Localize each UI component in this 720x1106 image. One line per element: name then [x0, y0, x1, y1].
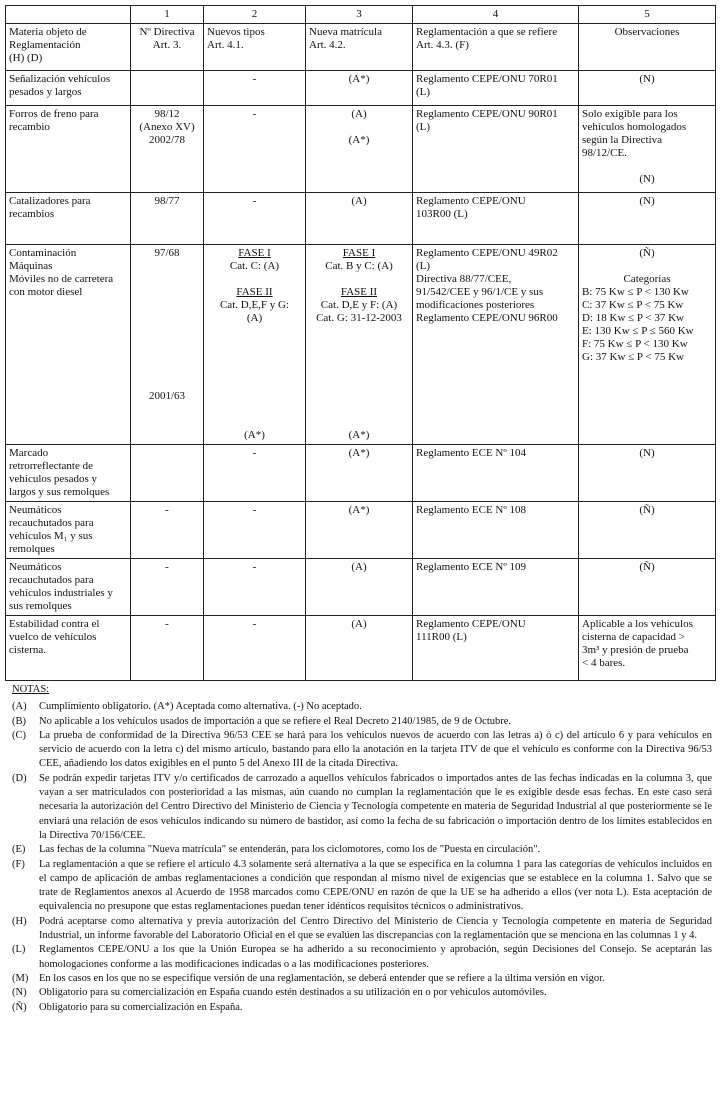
observaciones-line: 98/12/CE. — [582, 147, 627, 159]
column-number-cell: 2 — [204, 6, 306, 24]
materia-cell — [6, 106, 131, 193]
fase-heading: FASE I — [342, 247, 376, 259]
materia-line: Señalización vehículos — [9, 73, 111, 85]
column-header-line: Art. 3. — [152, 39, 182, 51]
observaciones-cell — [579, 193, 716, 245]
observaciones-line: (Ñ) — [639, 561, 655, 573]
nuevos-tipos-cell — [204, 445, 306, 502]
reglamentacion-line: Directiva 88/77/CEE, — [416, 273, 512, 285]
reglamentacion-line: Reglamento CEPE/ONU 49R02 — [416, 247, 558, 259]
column-number-cell: 1 — [131, 6, 204, 24]
spacer — [309, 416, 409, 429]
obs-line: (Ñ) — [639, 247, 655, 259]
fase-text: (A) — [246, 312, 263, 324]
nuevos-tipos-line: - — [252, 561, 257, 573]
materia-line: Marcado — [9, 447, 49, 459]
obs-cat-line: C: 37 Kw ≤ P < 75 Kw — [582, 299, 684, 311]
materia-line: largos y sus remolques — [9, 486, 110, 498]
note-text: No aplicable a los vehículos usados de importación a que se refiere el Real Decreto 2140/1985, de 9 de Octubre. — [39, 715, 512, 727]
materia-line: pesados y largos — [9, 86, 82, 98]
directiva-line: 97/68 — [154, 247, 180, 259]
observaciones-line: Solo exigible para los — [582, 108, 678, 120]
reglamentacion-cell — [413, 245, 579, 445]
column-number-row — [6, 6, 716, 24]
observaciones-cell — [579, 616, 716, 681]
column-header-line: Reglamentación a que se refiere — [416, 26, 558, 38]
reglamentacion-cell — [413, 445, 579, 502]
column-header-line: Art. 4.1. — [207, 39, 244, 51]
spacer — [134, 260, 200, 273]
observaciones-line: según la Directiva — [582, 134, 663, 146]
note-item — [12, 858, 712, 915]
reglamentacion-line: 91/542/CEE y 96/1/CE y sus — [416, 286, 544, 298]
nueva-matricula-cell — [306, 193, 413, 245]
note-text: Podrá aceptarse como alternativa y previa autorización del Centro Directivo del Ministerio de Ciencia y Tecnología competente en materia de Seguridad Industrial, un informe favorable del Laboratorio Oficial en el que se evalúen las discrepancias con la reglamentación que se menciona en las columnas 1 y 4. — [39, 915, 712, 942]
reglamentacion-line: Reglamento CEPE/ONU — [416, 618, 526, 630]
fase-text: Cat. B y C: (A) — [325, 260, 393, 272]
fase-heading: FASE II — [340, 286, 378, 298]
materia-cell — [6, 445, 131, 502]
notes-title: NOTAS: — [12, 684, 50, 695]
nueva-matricula-cell — [306, 616, 413, 681]
materia-cell — [6, 502, 131, 559]
obs-cat-line: F: 75 Kw ≤ P < 130 Kw — [582, 338, 688, 350]
spacer — [134, 312, 200, 325]
note-label: (E) — [12, 844, 26, 856]
note-label: (B) — [12, 715, 26, 727]
materia-line: Móviles no de carretera — [9, 273, 114, 285]
reglamentacion-line: Reglamento ECE Nº 108 — [416, 504, 527, 516]
directiva-cell — [131, 502, 204, 559]
spacer — [134, 338, 200, 351]
column-header-cell — [204, 24, 306, 71]
materia-line: recauchutados para — [9, 574, 94, 586]
note-text: La reglamentación a que se refiere el artículo 4.3 solamente será alternativa a la que se especifica en la columna 1 para las categorías de vehículos incluidos en el campo de aplicación de ambas reglamentaciones a condición que respondan al mismo nivel de exigencias que se establece en la columna 1. Salvo que se trate de Reglamentos anexos al Acuerdo de 1958 marcados como CEPE/ONU en razón de que la UE se ha adherido a ellos (ver nota L). Esta aceptación de equivalencia no presupone que estas reglamentaciones puedan tener idénticos requisitos técnicos o administrativos. — [39, 858, 712, 913]
observaciones-cell — [579, 445, 716, 502]
nueva-matricula-cell — [306, 502, 413, 559]
nuevos-tipos-line: - — [252, 195, 257, 207]
table-row — [6, 245, 716, 445]
observaciones-cell — [579, 245, 716, 445]
column-number-cell: 5 — [579, 6, 716, 24]
table-row — [6, 502, 716, 559]
table-row — [6, 193, 716, 245]
fase-bottom: (A*) — [244, 429, 265, 441]
spacer — [207, 390, 302, 403]
reglamentacion-cell — [413, 193, 579, 245]
observaciones-cell — [579, 502, 716, 559]
observaciones-line: (N) — [639, 73, 655, 85]
note-text: En los casos en los que no se especifique versión de una reglamentación, se deberá entender que se refiere a la última versión en vigor. — [39, 972, 605, 984]
materia-line: Máquinas — [9, 260, 53, 272]
spacer — [309, 390, 409, 403]
observaciones-line: (N) — [639, 173, 655, 185]
directiva-cell — [131, 616, 204, 681]
materia-cell — [6, 71, 131, 106]
spacer — [207, 273, 302, 286]
notes-list — [12, 700, 712, 1015]
reglamentacion-line: 103R00 (L) — [416, 208, 468, 220]
observaciones-line — [582, 160, 712, 173]
materia-line: vehículos pesados y — [9, 473, 97, 485]
fase-heading: FASE II — [236, 286, 273, 298]
column-number-cell: 3 — [306, 6, 413, 24]
column-number-cell — [6, 6, 131, 24]
spacer — [134, 364, 200, 377]
note-label: (C) — [12, 729, 26, 741]
nueva-matricula-cell — [306, 445, 413, 502]
directiva-line: - — [165, 618, 169, 630]
fase-heading: FASE I — [238, 247, 271, 259]
spacer — [134, 351, 200, 364]
note-item — [12, 772, 712, 843]
note-item — [12, 843, 712, 857]
materia-line: Catalizadores para — [9, 195, 91, 207]
spacer — [134, 299, 200, 312]
directiva-cell — [131, 245, 204, 445]
note-text: Obligatorio para su comercialización en España. — [39, 1001, 243, 1013]
nueva-matricula-cell — [306, 559, 413, 616]
nueva-matricula-line: (A*) — [348, 134, 370, 146]
column-header-line: Materia objeto de — [9, 26, 87, 38]
spacer — [207, 325, 302, 338]
spacer — [134, 325, 200, 338]
reglamentacion-cell — [413, 616, 579, 681]
table-row — [6, 445, 716, 502]
obs-cat-title: Categorías — [623, 273, 671, 285]
nuevos-tipos-line: - — [252, 618, 257, 630]
spacer — [582, 260, 712, 273]
observaciones-cell — [579, 559, 716, 616]
reglamentacion-cell — [413, 71, 579, 106]
directiva-line: 98/77 — [154, 195, 180, 207]
spacer — [309, 377, 409, 390]
spacer — [207, 403, 302, 416]
table-row — [6, 559, 716, 616]
obs-cat-line: E: 130 Kw ≤ P ≤ 560 Kw — [582, 325, 694, 337]
obs-cat-line: D: 18 Kw ≤ P < 37 Kw — [582, 312, 684, 324]
nueva-matricula-line: (A*) — [348, 504, 370, 516]
reglamentacion-line: Reglamento CEPE/ONU 96R00 — [416, 312, 558, 324]
spacer — [309, 403, 409, 416]
note-item — [12, 715, 712, 729]
spacer — [207, 338, 302, 351]
materia-line: Forros de freno para — [9, 108, 99, 120]
nueva-matricula-line: (A) — [351, 618, 367, 630]
materia-line: Estabilidad contra el — [9, 618, 100, 630]
spacer — [309, 364, 409, 377]
reglamentacion-line: modificaciones posteriores — [416, 299, 535, 311]
column-header-row — [6, 24, 716, 71]
reglamentacion-line: (L) — [416, 260, 431, 272]
reglamentacion-cell — [413, 106, 579, 193]
directiva-line: (Anexo XV) — [139, 121, 195, 133]
observaciones-cell — [579, 106, 716, 193]
observaciones-line: (Ñ) — [639, 504, 655, 516]
reglamentacion-line: Reglamento ECE Nº 109 — [416, 561, 527, 573]
nueva-matricula-line: (A) — [351, 195, 367, 207]
spacer — [207, 364, 302, 377]
note-label: (Ñ) — [12, 1001, 27, 1013]
materia-cell — [6, 559, 131, 616]
fase-text: Cat. D,E y F: (A) — [320, 299, 398, 311]
observaciones-line: (N) — [639, 447, 655, 459]
reglamentacion-line: (L) — [416, 121, 431, 133]
directiva-cell — [131, 559, 204, 616]
directiva-line: 98/12 — [154, 108, 180, 120]
observaciones-line: Aplicable a los vehículos — [582, 618, 693, 630]
column-header-line: Observaciones — [614, 26, 680, 38]
materia-cell — [6, 616, 131, 681]
note-item — [12, 700, 712, 714]
materia-line: recambios — [9, 208, 55, 220]
note-label: (M) — [12, 972, 29, 984]
table-row — [6, 71, 716, 106]
note-label: (A) — [12, 701, 27, 713]
spacer — [207, 351, 302, 364]
regulation-table — [5, 5, 716, 681]
spacer — [207, 416, 302, 429]
note-item — [12, 986, 712, 1000]
materia-line: Neumáticos — [9, 504, 62, 516]
nuevos-tipos-cell — [204, 559, 306, 616]
note-item — [12, 729, 712, 772]
reglamentacion-line: Reglamento ECE Nº 104 — [416, 447, 527, 459]
column-header-cell — [306, 24, 413, 71]
materia-line: recauchutados para — [9, 517, 94, 529]
note-label: (N) — [12, 987, 27, 999]
spacer — [309, 338, 409, 351]
column-header-line: (H) (D) — [9, 52, 43, 64]
nueva-matricula-cell — [306, 245, 413, 445]
nueva-matricula-line: (A*) — [348, 73, 370, 85]
reglamentacion-cell — [413, 559, 579, 616]
table-row — [6, 616, 716, 681]
nueva-matricula-line: (A) — [351, 561, 367, 573]
spacer — [134, 377, 200, 390]
fase-text: Cat. D,E,F y G: — [219, 299, 290, 311]
spacer — [309, 273, 409, 286]
nuevos-tipos-cell — [204, 616, 306, 681]
column-header-cell — [579, 24, 716, 71]
obs-cat-line: B: 75 Kw ≤ P < 130 Kw — [582, 286, 689, 298]
observaciones-line: cisterna de capacidad > — [582, 631, 686, 643]
nueva-matricula-line: (A*) — [348, 447, 370, 459]
note-text: Reglamentos CEPE/ONU a los que la Unión Europea se ha adherido a su reconocimiento y aprobación, según Decisiones del Consejo. Se aceptarán las homologaciones conforme a las modificaciones indicadas o a las modificaciones posteriores. — [39, 944, 712, 970]
materia-line: retrorreflectante de — [9, 460, 93, 472]
materia-cell — [6, 245, 131, 445]
fase-bottom: (A*) — [348, 429, 370, 441]
nuevos-tipos-line: - — [252, 447, 257, 459]
note-label: (F) — [12, 858, 25, 870]
obs-cat-line: G: 37 Kw ≤ P < 75 Kw — [582, 351, 684, 363]
materia-line: remolques — [9, 543, 55, 555]
column-header-cell — [413, 24, 579, 71]
materia-line: recambio — [9, 121, 50, 133]
nuevos-tipos-line: - — [252, 108, 257, 120]
note-item — [12, 1001, 712, 1015]
note-text: La prueba de conformidad de la Directiva 96/53 CEE se hará para los vehículos nuevos de acuerdo con las letras a) ó c) del artículo 6 y para vehículos en servicio de acuerdo con la letra c) del mismo artículo, bastando para ello la anotación en la tarjeta ITV de que el vehículo es conforme con la Directiva 96/53 CEE, añadiendo los datos exigibles en el punto 5 del Anexo III de la citada Directiva. — [39, 729, 712, 770]
column-header-cell — [6, 24, 131, 71]
note-item — [12, 943, 712, 972]
note-label: (H) — [12, 915, 27, 927]
nueva-matricula-line — [309, 121, 409, 134]
spacer — [134, 273, 200, 286]
note-text: Las fechas de la columna "Nueva matrícula" se entenderán, para los ciclomotores, como los de "Puesta en circulación". — [39, 844, 541, 856]
column-header-line: Nuevos tipos — [207, 26, 265, 38]
reglamentacion-line: Reglamento CEPE/ONU 70R01 — [416, 73, 558, 85]
observaciones-line: vehículos homologados — [582, 121, 687, 133]
materia-line: vehículos M₁ y sus — [9, 530, 93, 542]
nueva-matricula-cell — [306, 71, 413, 106]
nuevos-tipos-cell — [204, 245, 306, 445]
note-text: Se podrán expedir tarjetas ITV y/o certificados de carrozado a aquellos vehículos fabricados o importados antes de las fechas indicadas en la columna 3, que vayan a ser matriculados con posterioridad a las mismas, aún cuando no cumplan la reglamentación que le es exigible desde esas fechas. En este caso será necesaria la autorización del Centro Directivo del Ministerio de Ciencia y Tecnología competente en materia de Seguridad Industrial al que posteriormente se le enviará una relación de esos vehículos indicando su número de bastidor, así como la fecha de su fabricación o importación dentro de los límites establecidos en la Directiva 70/156/CEE. — [39, 772, 712, 841]
observaciones-line: < 4 bares. — [582, 657, 626, 669]
column-header-line: Nueva matrícula — [309, 26, 382, 38]
materia-line: Contaminación — [9, 247, 77, 259]
notes-section — [12, 683, 712, 1015]
reglamentacion-line: 111R00 (L) — [416, 631, 467, 643]
directiva-line: 2001/63 — [148, 390, 186, 402]
materia-line: sus remolques — [9, 600, 72, 612]
spacer — [309, 351, 409, 364]
nuevos-tipos-line: - — [252, 73, 257, 85]
nueva-matricula-line: (A) — [351, 108, 367, 120]
column-header-line: Nº Directiva — [139, 26, 195, 38]
note-item — [12, 972, 712, 986]
spacer — [207, 377, 302, 390]
column-number-cell: 4 — [413, 6, 579, 24]
directiva-cell — [131, 106, 204, 193]
note-label: (L) — [12, 944, 26, 956]
directiva-cell — [131, 193, 204, 245]
materia-cell — [6, 193, 131, 245]
spacer — [134, 286, 200, 299]
nuevos-tipos-cell — [204, 71, 306, 106]
note-text: Obligatorio para su comercialización en España cuando estén destinados a su utilización en o por vehículos automóviles. — [39, 987, 547, 999]
nueva-matricula-cell — [306, 106, 413, 193]
fase-text: Cat. C: (A) — [229, 260, 280, 272]
reglamentacion-cell — [413, 502, 579, 559]
materia-line: cisterna. — [9, 644, 46, 656]
nuevos-tipos-cell — [204, 106, 306, 193]
directiva-cell — [131, 71, 204, 106]
column-header-line: Art. 4.3. (F) — [416, 39, 469, 51]
reglamentacion-line: Reglamento CEPE/ONU 90R01 — [416, 108, 558, 120]
column-header-line: Art. 4.2. — [309, 39, 346, 51]
column-header-line: Reglamentación — [9, 39, 81, 51]
spacer — [309, 325, 409, 338]
materia-line: Neumáticos — [9, 561, 62, 573]
directiva-line: - — [165, 561, 169, 573]
nuevos-tipos-cell — [204, 502, 306, 559]
directiva-line: 2002/78 — [148, 134, 186, 146]
directiva-line: - — [165, 504, 169, 516]
table-row — [6, 106, 716, 193]
note-label: (D) — [12, 772, 27, 784]
nuevos-tipos-cell — [204, 193, 306, 245]
materia-line: con motor diesel — [9, 286, 83, 298]
materia-line: vuelco de vehículos — [9, 631, 97, 643]
directiva-cell — [131, 445, 204, 502]
note-text: Cumplimiento obligatorio. (A*) Aceptada como alternativa. (-) No aceptado. — [39, 701, 362, 713]
materia-line: vehículos industriales y — [9, 587, 113, 599]
observaciones-cell — [579, 71, 716, 106]
nuevos-tipos-line: - — [252, 504, 257, 516]
observaciones-line: 3m³ y presión de prueba — [582, 644, 689, 656]
observaciones-line: (N) — [639, 195, 655, 207]
column-header-cell — [131, 24, 204, 71]
reglamentacion-line: (L) — [416, 86, 431, 98]
note-item — [12, 915, 712, 944]
reglamentacion-line: Reglamento CEPE/ONU — [416, 195, 526, 207]
fase-text: Cat. G: 31-12-2003 — [316, 312, 402, 324]
